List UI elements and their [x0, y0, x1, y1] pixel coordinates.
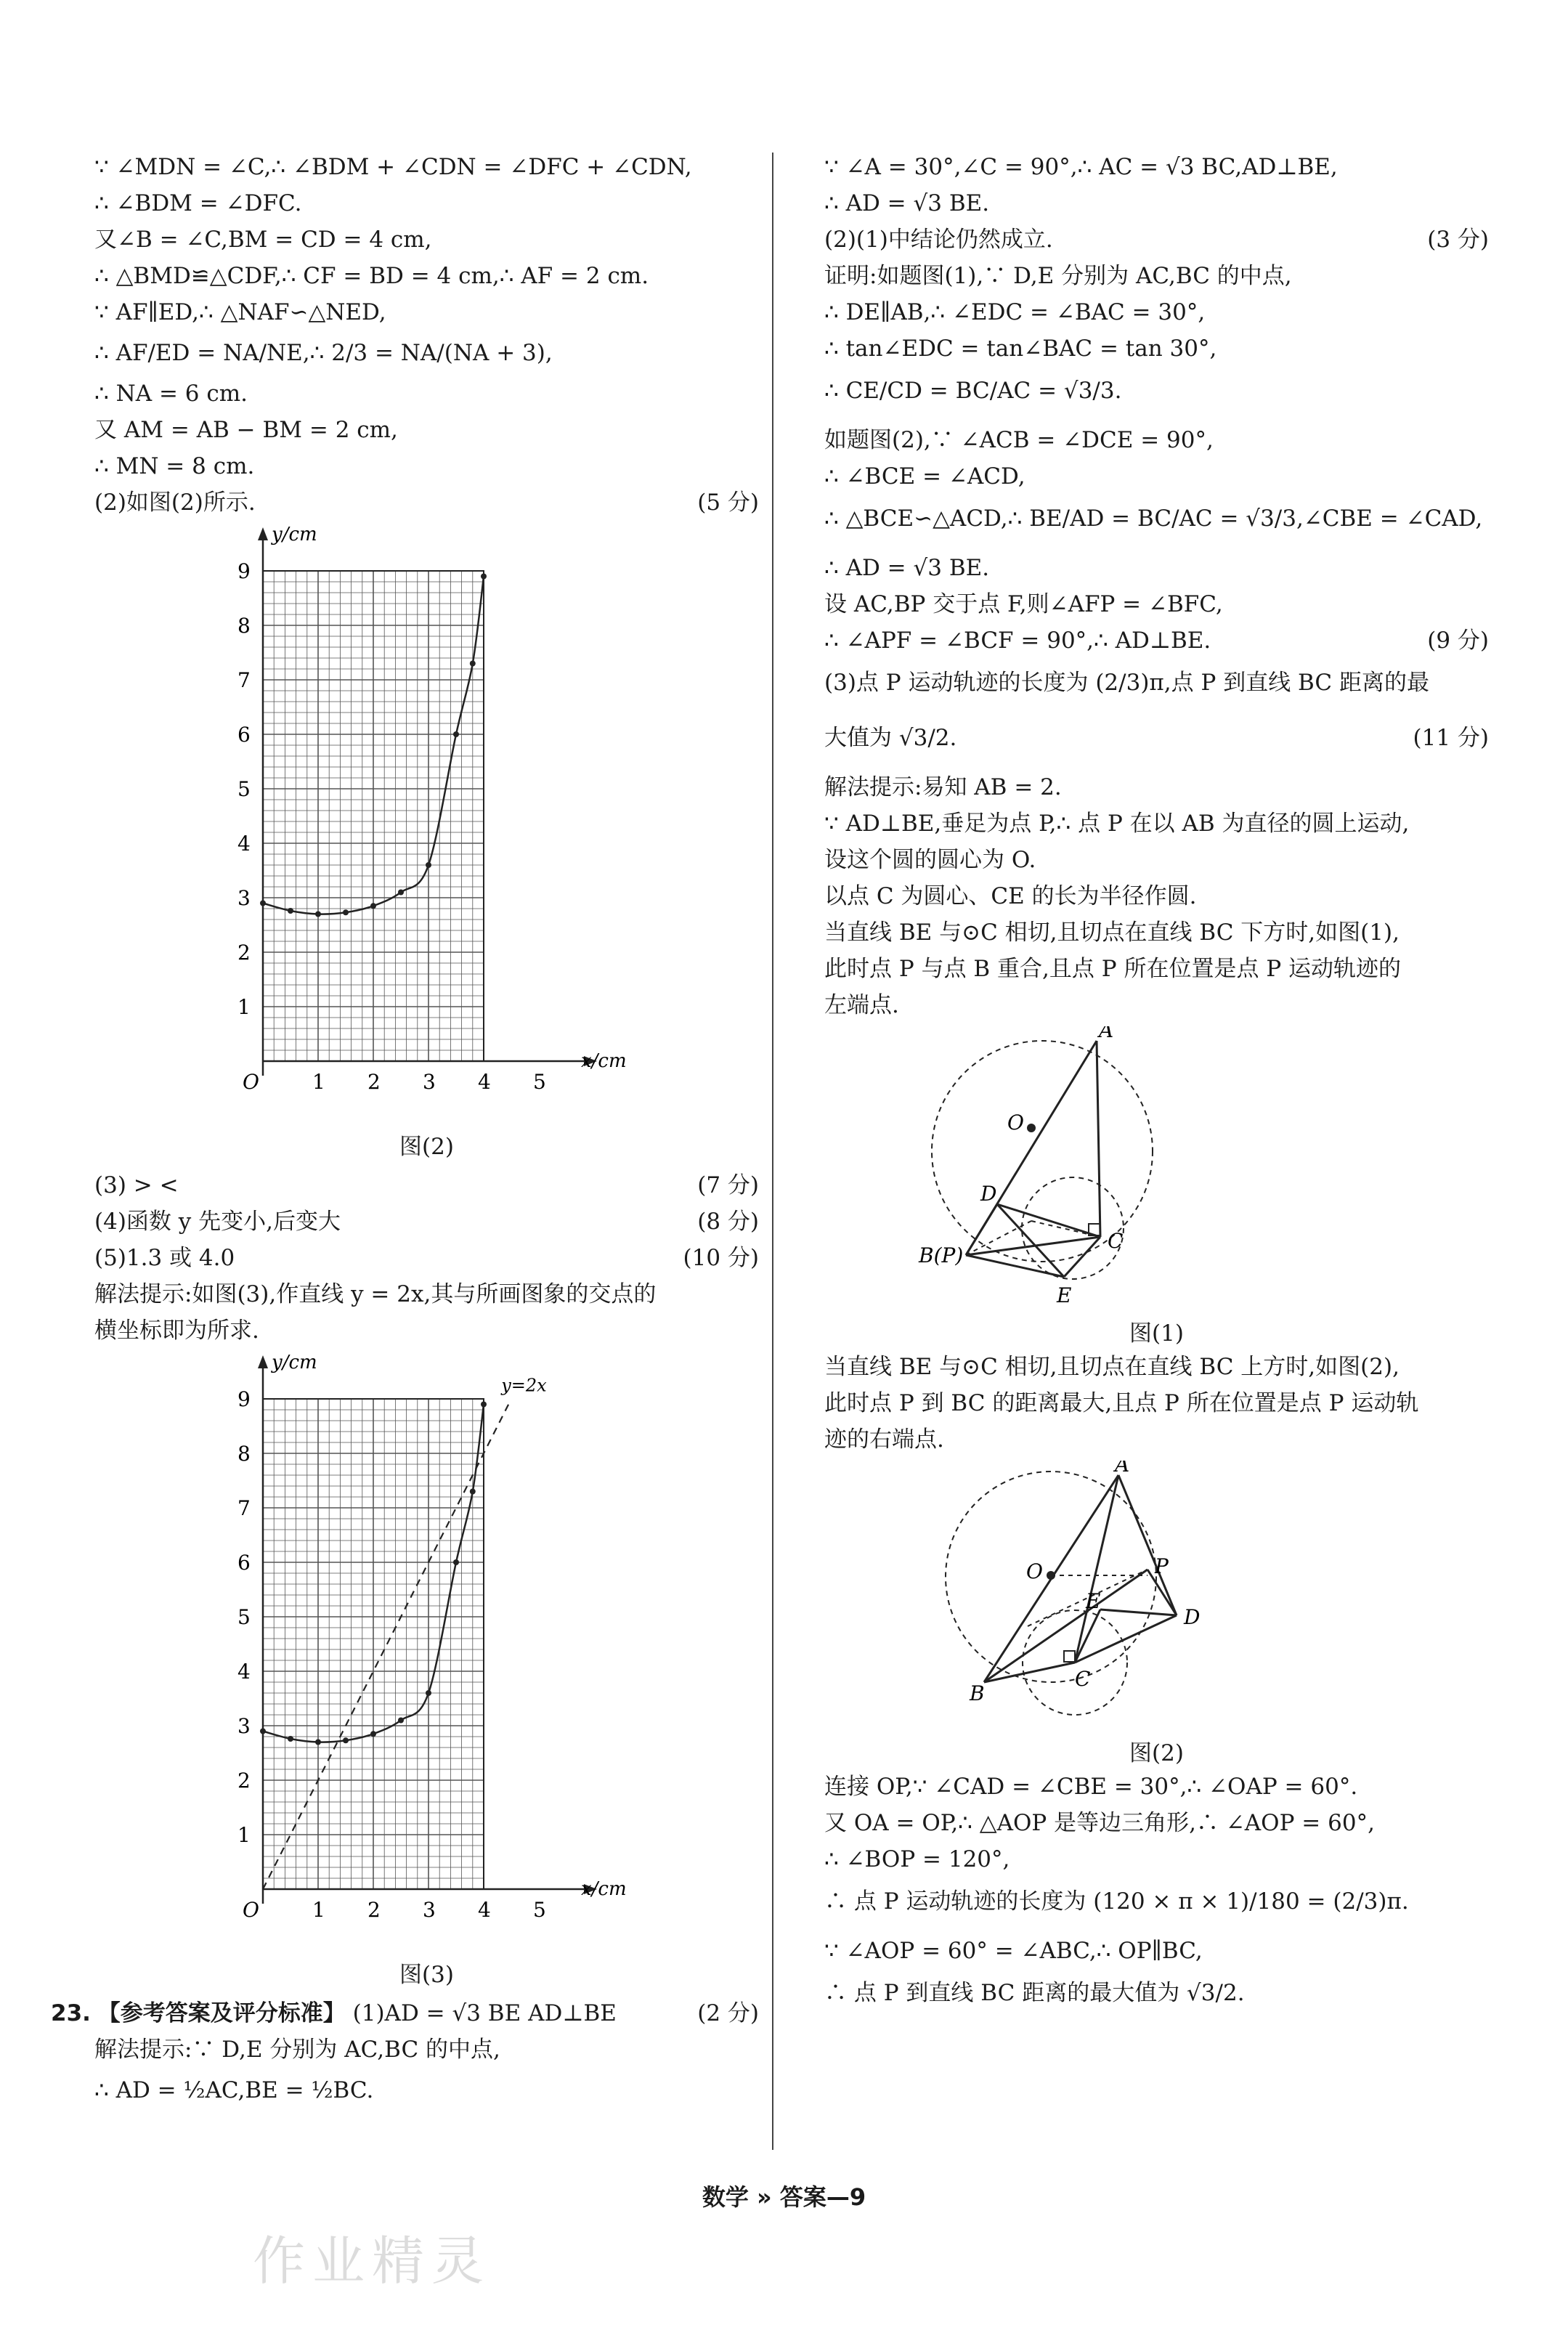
data-point	[470, 661, 476, 667]
data-point	[453, 1559, 459, 1565]
part5-line	[94, 1240, 759, 1276]
x-tick-label: 2	[367, 1070, 381, 1094]
left-column	[51, 149, 759, 2113]
text-line	[824, 495, 1489, 550]
x-tick-label: O	[243, 1898, 259, 1922]
part3-text: (3) > <	[94, 1172, 179, 1198]
data-point	[343, 1737, 349, 1743]
text-line	[824, 714, 1489, 769]
text-line	[824, 550, 1489, 586]
q23-score: (2 分)	[697, 2000, 759, 2026]
x-tick-label: 2	[367, 1898, 381, 1922]
text-line: ∴ △BMD≌△CDF,∴ CF = BD = 4 cm,∴ AF = 2 cm.	[94, 263, 649, 289]
text-line	[824, 294, 1489, 330]
text-line: ∵ AF∥ED,∴ △NAF∽△NED,	[94, 299, 386, 325]
label-d: D	[980, 1182, 997, 1206]
text-line: 当直线 BE 与⊙C 相切,且切点在直线 BC 上方时,如图(2),	[824, 1354, 1400, 1380]
line-text: ∴ ∠APF = ∠BCF = 90°,∴ AD⊥BE.	[824, 628, 1211, 654]
line-text: ∴ CE/CD = BC/AC = √3/3.	[824, 378, 1122, 404]
text-line	[824, 185, 1489, 222]
text-line	[824, 458, 1489, 495]
text-line	[824, 367, 1489, 422]
line-score: (3 分)	[1427, 227, 1489, 253]
part2-line	[94, 484, 759, 521]
segment-ec	[1064, 1237, 1100, 1277]
text-line	[824, 330, 1489, 367]
y-tick-label: 7	[237, 1496, 251, 1520]
text-line: ∵ ∠MDN = ∠C,∴ ∠BDM + ∠CDN = ∠DFC + ∠CDN,	[94, 154, 692, 180]
text-line	[824, 951, 1489, 987]
text-line: 又∠B = ∠C,BM = CD = 4 cm,	[94, 227, 432, 253]
text-line	[824, 805, 1489, 842]
geometry-figure-1	[824, 1026, 1489, 1313]
x-axis-label: x/cm	[581, 1050, 627, 1072]
label-e: E	[1057, 1283, 1072, 1307]
q23-answer: (1)AD = √3 BE AD⊥BE	[352, 2000, 617, 2026]
figure-r2	[824, 1461, 1489, 1766]
text-line	[824, 987, 1489, 1023]
data-point	[398, 1718, 404, 1724]
label-a: A	[1115, 1461, 1130, 1477]
line-score: (9 分)	[1427, 628, 1489, 654]
line-text: (3)点 P 运动轨迹的长度为 (2/3)π,点 P 到直线 BC 距离的最	[824, 670, 1429, 696]
graph-figure-2	[94, 524, 759, 1127]
part4-score: (8 分)	[697, 1209, 759, 1235]
label-e: E	[1086, 1589, 1101, 1613]
geometry-figure-2	[824, 1461, 1489, 1733]
x-tick-label: 1	[312, 1070, 325, 1094]
column-divider	[772, 153, 773, 2150]
label-a: A	[1099, 1026, 1114, 1042]
y-tick-label: 3	[237, 886, 251, 910]
x-axis-label: x/cm	[581, 1878, 627, 1900]
line-text: 如题图(2),∵ ∠ACB = ∠DCE = 90°,	[824, 427, 1214, 453]
y-tick-label: 8	[237, 1442, 251, 1466]
line-text: 此时点 P 与点 B 重合,且点 P 所在位置是点 P 运动轨迹的	[824, 956, 1402, 982]
label-o: O	[1026, 1559, 1043, 1583]
y-tick-label: 1	[237, 1823, 251, 1847]
line-text: ∴ AD = √3 BE.	[824, 555, 990, 581]
x-tick-label: 3	[423, 1070, 436, 1094]
part3-score: (7 分)	[697, 1172, 759, 1198]
line-text: 设这个圆的圆心为 O.	[824, 847, 1036, 873]
x-tick-label: 5	[533, 1898, 546, 1922]
text-line: 此时点 P 到 BC 的距离最大,且点 P 所在位置是点 P 运动轨	[824, 1390, 1419, 1416]
y-axis-arrow	[258, 1355, 268, 1368]
text-line	[824, 659, 1489, 714]
part3-line	[94, 1167, 759, 1203]
watermark: 作业精灵	[253, 2231, 492, 2292]
right-column	[824, 149, 1489, 2024]
line-text: 解法提示:易知 AB = 2.	[824, 774, 1062, 800]
y-tick-label: 2	[237, 1769, 251, 1793]
text-line	[824, 769, 1489, 805]
data-point	[315, 1740, 321, 1745]
text-line: ∴ AD = ½AC,BE = ½BC.	[94, 2077, 374, 2103]
y-axis-label: y/cm	[272, 1352, 317, 1373]
text-line: ∴ ∠BDM = ∠DFC.	[94, 190, 302, 216]
data-point	[398, 890, 404, 896]
text-line	[824, 422, 1489, 458]
text-line: ∴ 点 P 到直线 BC 距离的最大值为 √3/2.	[824, 1980, 1245, 2006]
text-line: ∴ 点 P 运动轨迹的长度为 (120 × π × 1)/180 = (2/3)π.	[824, 1888, 1409, 1915]
text-line	[824, 842, 1489, 878]
y-tick-label: 4	[237, 832, 251, 856]
line-score: (11 分)	[1413, 725, 1489, 751]
data-point	[288, 1736, 293, 1742]
text-line: 又 OA = OP,∴ △AOP 是等边三角形,∴ ∠AOP = 60°,	[824, 1810, 1375, 1836]
line-text: 当直线 BE 与⊙C 相切,且切点在直线 BC 下方时,如图(1),	[824, 920, 1400, 946]
line-text: 证明:如题图(1),∵ D,E 分别为 AC,BC 的中点,	[824, 263, 1292, 289]
point-o	[1047, 1571, 1055, 1580]
text-line: ∴ ∠BOP = 120°,	[824, 1846, 1010, 1872]
y-tick-label: 9	[237, 1387, 251, 1411]
figure-2	[94, 524, 759, 1164]
part5-text: (5)1.3 或 4.0	[94, 1245, 235, 1271]
data-point	[370, 1731, 376, 1737]
q23-number: 23.	[51, 2000, 91, 2026]
text-line: 连接 OP,∵ ∠CAD = ∠CBE = 30°,∴ ∠OAP = 60°.	[824, 1774, 1358, 1800]
label-c: C	[1075, 1667, 1091, 1691]
y-tick-label: 3	[237, 1714, 251, 1738]
text-line: 解法提示:∵ D,E 分别为 AC,BC 的中点,	[94, 2037, 500, 2063]
data-point	[343, 909, 349, 915]
label-o: O	[1007, 1111, 1024, 1135]
segment-ed	[1100, 1610, 1177, 1615]
line-text: ∴ tan∠EDC = tan∠BAC = tan 30°,	[824, 336, 1217, 362]
y-tick-label: 9	[237, 559, 251, 583]
y-tick-label: 5	[237, 1605, 251, 1629]
figure-r1-caption: 图(1)	[1129, 1320, 1184, 1347]
label-c: C	[1108, 1229, 1124, 1253]
segment-ac	[1075, 1475, 1118, 1663]
label-bp: B(P)	[919, 1243, 964, 1267]
y-axis-arrow	[258, 527, 268, 540]
line-text: ∴ DE∥AB,∴ ∠EDC = ∠BAC = 30°,	[824, 299, 1206, 325]
line-text: 大值为 √3/2.	[824, 725, 957, 751]
figure-r1	[824, 1026, 1489, 1346]
x-tick-label: 4	[478, 1898, 491, 1922]
figure-2-caption: 图(2)	[399, 1134, 454, 1160]
y-tick-label: 1	[237, 995, 251, 1019]
text-line	[824, 622, 1489, 659]
y-tick-label: 4	[237, 1660, 251, 1684]
x-tick-label: 5	[533, 1070, 546, 1094]
x-tick-label: 3	[423, 1898, 436, 1922]
x-tick-label: O	[243, 1070, 259, 1094]
line-text: 以点 C 为圆心、CE 的长为半径作圆.	[824, 883, 1197, 909]
segment-cd	[1075, 1615, 1177, 1663]
y-tick-label: 5	[237, 777, 251, 801]
data-point	[288, 908, 293, 914]
data-point	[470, 1489, 476, 1495]
data-point	[426, 1690, 431, 1696]
page-footer	[0, 2179, 1568, 2212]
series-label: y=2x	[501, 1375, 547, 1396]
y-tick-label: 6	[237, 1551, 251, 1575]
text-line	[824, 149, 1489, 185]
text-line: ∴ AF/ED = NA/NE,∴ 2/3 = NA/(NA + 3),	[94, 340, 553, 366]
footer-sep: »	[757, 2183, 772, 2211]
text-line	[824, 878, 1489, 914]
data-point	[260, 901, 266, 906]
figure-r2-caption: 图(2)	[1129, 1740, 1184, 1766]
text-line: ∵ ∠AOP = 60° = ∠ABC,∴ OP∥BC,	[824, 1938, 1203, 1964]
line-text: (2)(1)中结论仍然成立.	[824, 227, 1053, 253]
label-p: P	[1155, 1554, 1169, 1578]
text-line	[824, 258, 1489, 294]
data-point	[481, 1402, 487, 1408]
segment-ad	[1118, 1475, 1177, 1615]
segment-bc	[966, 1237, 1100, 1255]
line-text: ∵ AD⊥BE,垂足为点 P,∴ 点 P 在以 AB 为直径的圆上运动,	[824, 811, 1410, 837]
x-tick-label: 4	[478, 1070, 491, 1094]
line-text: ∴ ∠BCE = ∠ACD,	[824, 463, 1025, 490]
text-line: ∴ NA = 6 cm.	[94, 381, 248, 407]
text-line: 解法提示:如图(3),作直线 y = 2x,其与所画图象的交点的	[94, 1281, 657, 1307]
part5-score: (10 分)	[683, 1245, 759, 1271]
label-d: D	[1184, 1605, 1201, 1629]
data-point	[315, 912, 321, 917]
line-text: ∴ AD = √3 BE.	[824, 190, 990, 216]
data-point	[370, 903, 376, 909]
data-point	[426, 862, 431, 868]
text-line: 横坐标即为所求.	[94, 1318, 259, 1344]
figure-3-caption: 图(3)	[399, 1962, 454, 1988]
text-line: 又 AM = AB − BM = 2 cm,	[94, 417, 398, 443]
point-o	[1027, 1124, 1036, 1132]
label-b: B	[970, 1681, 985, 1705]
line-text: ∴ △BCE∽△ACD,∴ BE/AD = BC/AC = √3/3,∠CBE = ∠CAD,	[824, 506, 1483, 532]
graph-figure-3	[94, 1352, 759, 1955]
text-line	[824, 914, 1489, 951]
part4-text: (4)函数 y 先变小,后变大	[94, 1209, 341, 1235]
y-tick-label: 7	[237, 668, 251, 692]
line-text: 左端点.	[824, 992, 899, 1018]
y-tick-label: 2	[237, 941, 251, 965]
data-point	[481, 574, 487, 580]
y-tick-label: 6	[237, 723, 251, 747]
text-line	[824, 586, 1489, 622]
data-point	[453, 731, 459, 737]
y-axis-label: y/cm	[272, 524, 317, 545]
figure-3	[94, 1352, 759, 1992]
part4-line	[94, 1203, 759, 1240]
data-point	[260, 1729, 266, 1734]
q23-heading: 【参考答案及评分标准】	[97, 2000, 346, 2026]
text-line: ∴ MN = 8 cm.	[94, 453, 255, 479]
part2-text: (2)如图(2)所示.	[94, 490, 256, 516]
right-angle-mark	[1064, 1651, 1075, 1662]
segment-ac	[1097, 1041, 1100, 1237]
line-text: ∵ ∠A = 30°,∠C = 90°,∴ AC = √3 BC,AD⊥BE,	[824, 154, 1338, 180]
part2-score: (5 分)	[697, 490, 759, 516]
series-line-y2x	[263, 1405, 508, 1890]
x-tick-label: 1	[312, 1898, 325, 1922]
y-tick-label: 8	[237, 614, 251, 638]
footer-subject: 数学	[702, 2183, 749, 2211]
text-line: 迹的右端点.	[824, 1426, 944, 1453]
segment-db	[966, 1204, 997, 1255]
line-text: 设 AC,BP 交于点 F,则∠AFP = ∠BFC,	[824, 591, 1223, 617]
q23-line	[51, 1995, 759, 2031]
text-line	[824, 222, 1489, 258]
footer-label: 答案—9	[779, 2183, 866, 2211]
